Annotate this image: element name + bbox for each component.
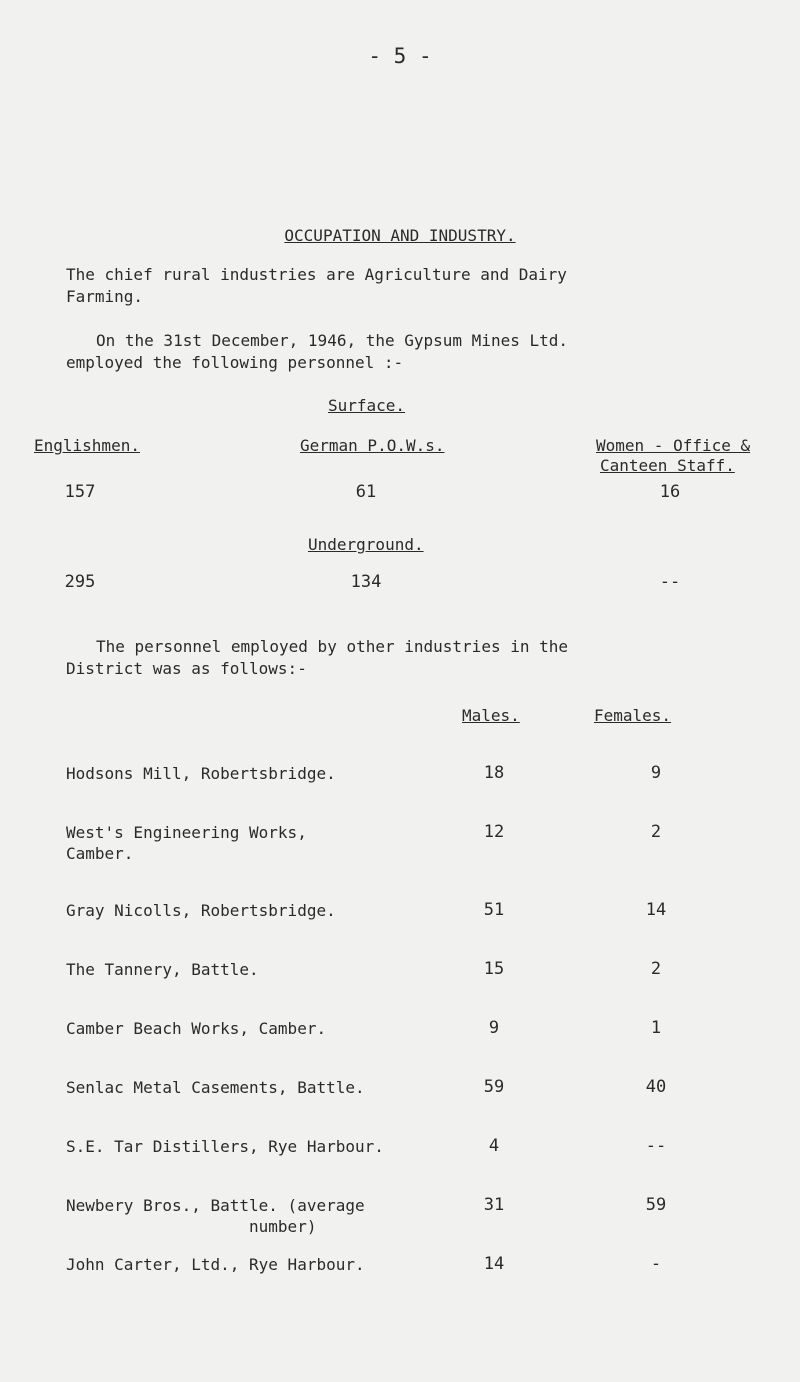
other-line-1: The personnel employed by other industries in the bbox=[96, 637, 569, 656]
surface-heading: Surface. bbox=[328, 396, 406, 415]
males-header: Males. bbox=[462, 706, 520, 725]
table-row-name: West's Engineering Works, Camber. bbox=[66, 823, 307, 863]
table-row-males: 31 bbox=[483, 1195, 505, 1215]
gypsum-line-1: On the 31st December, 1946, the Gypsum Mines Ltd. bbox=[96, 331, 569, 350]
table-row-females: 2 bbox=[650, 959, 662, 979]
gypsum-paragraph bbox=[66, 330, 568, 374]
table-row-males: 18 bbox=[483, 763, 505, 783]
surface-englishmen-value: 157 bbox=[64, 482, 96, 502]
intro-line-1: The chief rural industries are Agriculture and Dairy bbox=[66, 265, 567, 284]
table-row-males: 4 bbox=[488, 1136, 500, 1156]
table-row-females: -- bbox=[645, 1136, 667, 1156]
table-row-name: Senlac Metal Casements, Battle. bbox=[66, 1078, 365, 1097]
other-industries-paragraph bbox=[66, 636, 568, 680]
table-row-name: Hodsons Mill, Robertsbridge. bbox=[66, 764, 336, 783]
german-pows-header: German P.O.W.s. bbox=[300, 436, 445, 455]
table-row-males: 9 bbox=[488, 1018, 500, 1038]
table-row-females: - bbox=[650, 1254, 662, 1274]
table-row-name: Camber Beach Works, Camber. bbox=[66, 1019, 327, 1038]
gypsum-line-2: employed the following personnel :- bbox=[66, 353, 404, 372]
women-header-line-1: Women - Office & bbox=[596, 436, 751, 455]
intro-paragraph bbox=[66, 264, 567, 308]
table-row-name: John Carter, Ltd., Rye Harbour. bbox=[66, 1255, 365, 1274]
table-row-females: 2 bbox=[650, 822, 662, 842]
other-line-2: District was as follows:- bbox=[66, 659, 307, 678]
females-header: Females. bbox=[594, 706, 672, 725]
underground-german-value: 134 bbox=[350, 572, 382, 592]
women-staff-header bbox=[596, 436, 750, 476]
underground-women-value: -- bbox=[659, 572, 681, 592]
table-row-name: The Tannery, Battle. bbox=[66, 960, 259, 979]
table-row-females: 9 bbox=[650, 763, 662, 783]
surface-german-value: 61 bbox=[355, 482, 377, 502]
table-row-males: 59 bbox=[483, 1077, 505, 1097]
intro-line-2: Farming. bbox=[66, 287, 144, 306]
table-row-males: 15 bbox=[483, 959, 505, 979]
table-row-females: 59 bbox=[645, 1195, 667, 1215]
table-row-males: 51 bbox=[483, 900, 505, 920]
englishmen-header: Englishmen. bbox=[34, 436, 140, 455]
table-row-females: 40 bbox=[645, 1077, 667, 1097]
women-header-line-2: Canteen Staff. bbox=[600, 456, 735, 475]
table-row-males: 14 bbox=[483, 1254, 505, 1274]
surface-women-value: 16 bbox=[659, 482, 681, 502]
table-row-males: 12 bbox=[483, 822, 505, 842]
table-row-females: 14 bbox=[645, 900, 667, 920]
page-number: - 5 - bbox=[368, 44, 432, 68]
table-row-females: 1 bbox=[650, 1018, 662, 1038]
underground-heading: Underground. bbox=[308, 535, 424, 554]
page-title-text: OCCUPATION AND INDUSTRY. bbox=[284, 226, 516, 245]
table-row-name: S.E. Tar Distillers, Rye Harbour. bbox=[66, 1137, 384, 1156]
page-title bbox=[0, 226, 800, 245]
underground-englishmen-value: 295 bbox=[64, 572, 96, 592]
table-row-name: Gray Nicolls, Robertsbridge. bbox=[66, 901, 336, 920]
table-row-name: Newbery Bros., Battle. (average number) bbox=[66, 1196, 365, 1236]
